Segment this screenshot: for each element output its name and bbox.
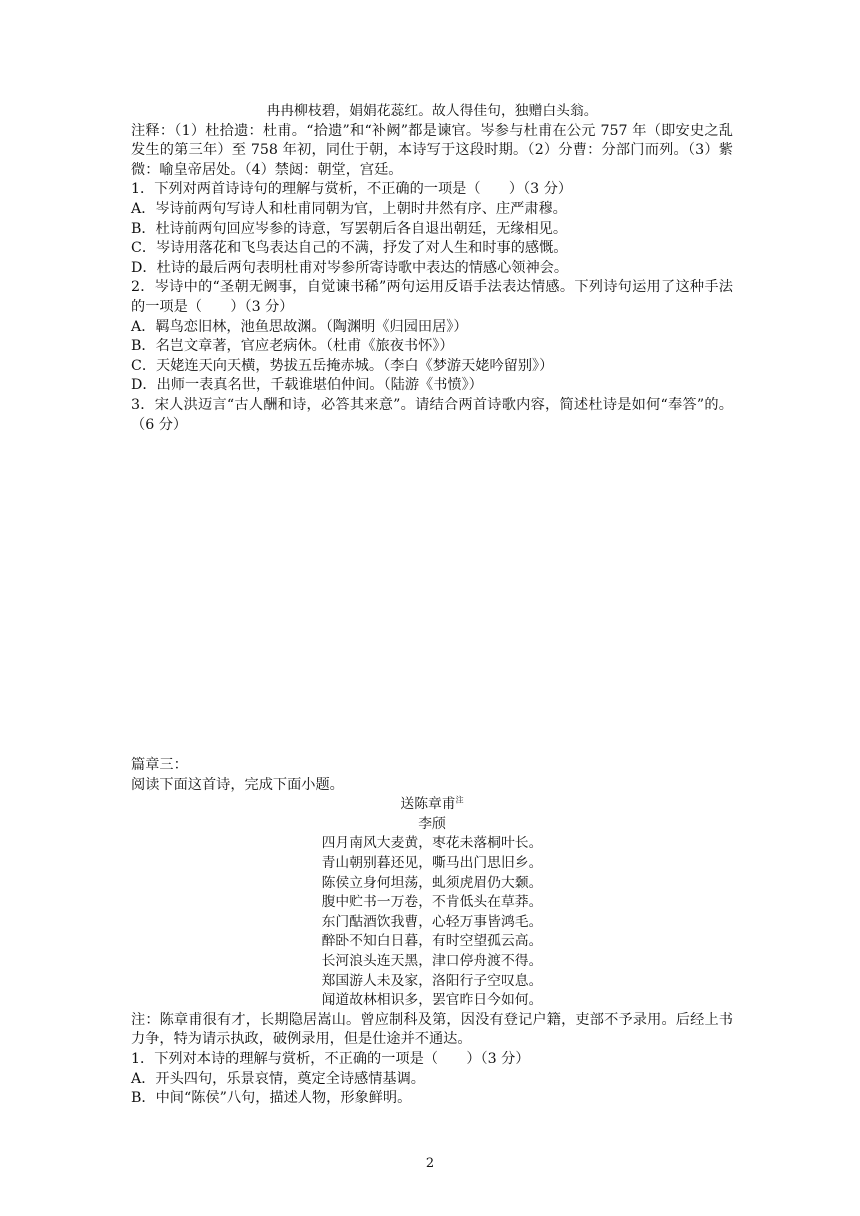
question-1-stem: 1．下列对两首诗诗句的理解与赏析，不正确的一项是（ ）（3 分） [131,181,573,198]
section3-question-1-stem: 1．下列对本诗的理解与赏析，不正确的一项是（ ）（3 分） [131,1050,530,1067]
poem-line: 郑国游人未及家，洛阳行子空叹息。 [321,972,543,989]
poem-title [131,795,733,815]
question-2-option-a: A．羁鸟恋旧林，池鱼思故渊。（陶渊明《归园田居》） [131,318,468,335]
question-1-option-c: C．岑诗用落花和飞鸟表达自己的不满，抒发了对人生和时事的感慨。 [131,240,568,257]
question-2-option-c: C．天姥连天向天横，势拔五岳掩赤城。（李白《梦游天姥吟留别》） [131,357,554,374]
poem-line: 青山朝别暮还见，嘶马出门思旧乡。 [321,854,543,871]
section3-question-1-option-a: A．开头四句，乐景哀情，奠定全诗感情基调。 [131,1070,425,1087]
poem-author: 李颀 [418,815,446,832]
reading-instruction: 阅读下面这首诗，完成下面小题。 [131,776,344,793]
question-1-option-d: D．杜诗的最后两句表明杜甫对岑参所寄诗歌中表达的情感心领神会。 [131,259,569,276]
poem-note: 注：陈章甫很有才，长期隐居嵩山。曾应制科及第，因没有登记户籍，吏部不予录用。后经上书力争，特为请示执政，破例录用，但是仕途并不通达。 [131,1011,733,1048]
section3-question-1-option-b: B．中间“陈侯”八句，描述人物，形象鲜明。 [131,1090,412,1107]
section-one [131,102,733,435]
section-heading: 篇章三： [131,757,188,773]
question-1-option-a: A．岑诗前两句写诗人和杜甫同朝为官，上朝时井然有序、庄严肃穆。 [131,200,567,217]
poem-line: 东门酤酒饮我曹，心轻万事皆鸿毛。 [321,913,543,930]
question-2-stem: 2．岑诗中的“圣朝无阙事，自觉谏书稀”两句运用反语手法表达情感。下列诗句运用了这种手法的一项是（ ）（3 分） [131,279,733,315]
poem-line: 醉卧不知白日暮，有时空望孤云高。 [321,933,543,950]
question-2-option-b: B．名岂文章著，官应老病休。（杜甫《旅夜书怀》） [131,338,454,355]
poem-line: 腹中贮书一万卷，不肯低头在草莽。 [321,894,543,911]
poem-last-line: 冉冉柳枝碧，娟娟花蕊红。故人得佳句，独赠白头翁。 [266,103,598,119]
question-2-option-d: D．出师一表真名世，千载谁堪伯仲间。（陆游《书愤》） [131,377,483,394]
poem-title-note-marker: 注 [455,795,464,805]
poem-title-text: 送陈章甫 [400,796,456,813]
question-1-option-b: B．杜诗前两句回应岑参的诗意，写罢朝后各自退出朝廷，无缘相见。 [131,220,568,237]
poem-line: 闻道故林相识多，罢官昨日今如何。 [321,992,543,1009]
poem-line: 陈侯立身何坦荡，虬须虎眉仍大颡。 [321,874,543,891]
annotation-notes: 注释：（1）杜拾遗：杜甫。“拾遗”和“补阙”都是谏官。岑参与杜甫在公元 757 年（即安史之乱发生的第三年）至 758 年初，同仕于朝，本诗写于这段时期。（2）分曹：分部门而列。（3）紫微：喻皇帝居处。（4）禁闼：朝堂，宫廷。 [131,122,733,178]
page-number: 2 [425,1156,435,1171]
question-3-stem: 3．宋人洪迈言“古人酬和诗，必答其来意”。请结合两首诗歌内容，简述杜诗是如何“奉答”的。（6 分） [131,396,733,433]
poem-line: 四月南风大麦黄，枣花未落桐叶长。 [321,835,543,852]
section-three [131,756,733,1109]
poem-line: 长河浪头连天黑，津口停舟渡不得。 [321,952,543,969]
